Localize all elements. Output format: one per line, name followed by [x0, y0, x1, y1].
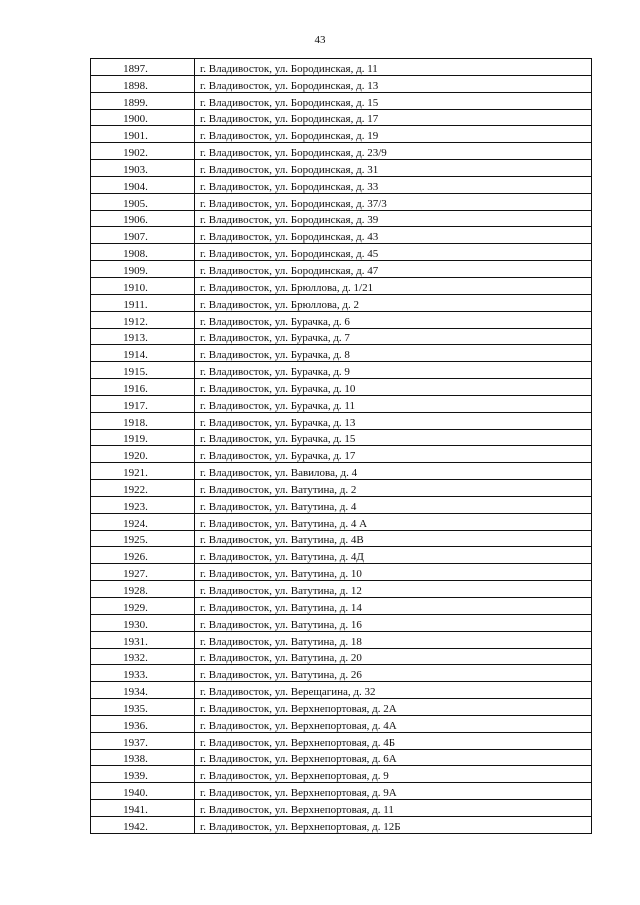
- row-number: 1923.: [91, 496, 195, 513]
- row-address: г. Владивосток, ул. Верещагина, д. 32: [195, 682, 592, 699]
- row-address: г. Владивосток, ул. Бурачка, д. 11: [195, 395, 592, 412]
- row-address: г. Владивосток, ул. Верхнепортовая, д. 9: [195, 766, 592, 783]
- row-number: 1930.: [91, 614, 195, 631]
- table-row: [91, 429, 592, 446]
- table-row: [91, 463, 592, 480]
- table-row: [91, 244, 592, 261]
- table-row: [91, 345, 592, 362]
- row-number: 1933.: [91, 665, 195, 682]
- table-row: [91, 648, 592, 665]
- row-number: 1931.: [91, 631, 195, 648]
- table-row: [91, 75, 592, 92]
- row-number: 1919.: [91, 429, 195, 446]
- row-address: г. Владивосток, ул. Бородинская, д. 33: [195, 176, 592, 193]
- row-address: г. Владивосток, ул. Ватутина, д. 4В: [195, 530, 592, 547]
- row-address: г. Владивосток, ул. Ватутина, д. 20: [195, 648, 592, 665]
- row-address: г. Владивосток, ул. Ватутина, д. 2: [195, 480, 592, 497]
- row-number: 1939.: [91, 766, 195, 783]
- table-row: [91, 446, 592, 463]
- table-row: [91, 109, 592, 126]
- row-number: 1925.: [91, 530, 195, 547]
- row-number: 1913.: [91, 328, 195, 345]
- row-address: г. Владивосток, ул. Брюллова, д. 2: [195, 294, 592, 311]
- row-address: г. Владивосток, ул. Бородинская, д. 43: [195, 227, 592, 244]
- table-row: [91, 682, 592, 699]
- table-row: [91, 665, 592, 682]
- row-address: г. Владивосток, ул. Верхнепортовая, д. 9А: [195, 783, 592, 800]
- row-address: г. Владивосток, ул. Бурачка, д. 17: [195, 446, 592, 463]
- table-row: [91, 496, 592, 513]
- table-row: [91, 362, 592, 379]
- row-address: г. Владивосток, ул. Бородинская, д. 19: [195, 126, 592, 143]
- row-number: 1941.: [91, 800, 195, 817]
- row-number: 1898.: [91, 75, 195, 92]
- table-row: [91, 732, 592, 749]
- row-address: г. Владивосток, ул. Ватутина, д. 26: [195, 665, 592, 682]
- table-row: [91, 800, 592, 817]
- row-number: 1900.: [91, 109, 195, 126]
- address-table: [90, 58, 592, 834]
- table-row: [91, 143, 592, 160]
- row-number: 1906.: [91, 210, 195, 227]
- row-number: 1912.: [91, 311, 195, 328]
- row-address: г. Владивосток, ул. Ватутина, д. 4 А: [195, 513, 592, 530]
- table-row: [91, 176, 592, 193]
- row-number: 1934.: [91, 682, 195, 699]
- table-row: [91, 614, 592, 631]
- row-number: 1899.: [91, 92, 195, 109]
- table-row: [91, 92, 592, 109]
- page-number: 43: [314, 34, 326, 46]
- table-row: [91, 328, 592, 345]
- table-row: [91, 160, 592, 177]
- row-address: г. Владивосток, ул. Верхнепортовая, д. 2А: [195, 699, 592, 716]
- row-address: г. Владивосток, ул. Ватутина, д. 4: [195, 496, 592, 513]
- table-row: [91, 395, 592, 412]
- row-address: г. Владивосток, ул. Ватутина, д. 16: [195, 614, 592, 631]
- row-number: 1905.: [91, 193, 195, 210]
- row-number: 1927.: [91, 564, 195, 581]
- table-row: [91, 379, 592, 396]
- row-address: г. Владивосток, ул. Верхнепортовая, д. 6А: [195, 749, 592, 766]
- row-address: г. Владивосток, ул. Брюллова, д. 1/21: [195, 277, 592, 294]
- table-row: [91, 766, 592, 783]
- table-row: [91, 581, 592, 598]
- row-address: г. Владивосток, ул. Вавилова, д. 4: [195, 463, 592, 480]
- row-number: 1908.: [91, 244, 195, 261]
- table-row: [91, 564, 592, 581]
- row-address: г. Владивосток, ул. Верхнепортовая, д. 11: [195, 800, 592, 817]
- table-row: [91, 513, 592, 530]
- row-address: г. Владивосток, ул. Ватутина, д. 10: [195, 564, 592, 581]
- row-address: г. Владивосток, ул. Бурачка, д. 8: [195, 345, 592, 362]
- table-row: [91, 480, 592, 497]
- table-row: [91, 311, 592, 328]
- row-address: г. Владивосток, ул. Ватутина, д. 14: [195, 598, 592, 615]
- table-row: [91, 783, 592, 800]
- row-number: 1904.: [91, 176, 195, 193]
- row-address: г. Владивосток, ул. Бурачка, д. 9: [195, 362, 592, 379]
- row-address: г. Владивосток, ул. Ватутина, д. 4Д: [195, 547, 592, 564]
- table-row: [91, 59, 592, 76]
- table-row: [91, 749, 592, 766]
- table-row: [91, 294, 592, 311]
- table-row: [91, 193, 592, 210]
- table-row: [91, 699, 592, 716]
- table-row: [91, 210, 592, 227]
- row-number: 1902.: [91, 143, 195, 160]
- row-number: 1897.: [91, 59, 195, 76]
- row-number: 1909.: [91, 261, 195, 278]
- table-row: [91, 126, 592, 143]
- row-number: 1928.: [91, 581, 195, 598]
- row-number: 1940.: [91, 783, 195, 800]
- row-address: г. Владивосток, ул. Бородинская, д. 23/9: [195, 143, 592, 160]
- table-row: [91, 261, 592, 278]
- row-number: 1920.: [91, 446, 195, 463]
- table-row: [91, 715, 592, 732]
- row-number: 1921.: [91, 463, 195, 480]
- row-address: г. Владивосток, ул. Бурачка, д. 15: [195, 429, 592, 446]
- row-number: 1938.: [91, 749, 195, 766]
- row-address: г. Владивосток, ул. Бурачка, д. 7: [195, 328, 592, 345]
- table-row: [91, 816, 592, 833]
- row-address: г. Владивосток, ул. Ватутина, д. 12: [195, 581, 592, 598]
- row-address: г. Владивосток, ул. Верхнепортовая, д. 4Б: [195, 732, 592, 749]
- row-address: г. Владивосток, ул. Бородинская, д. 45: [195, 244, 592, 261]
- row-address: г. Владивосток, ул. Бородинская, д. 13: [195, 75, 592, 92]
- row-address: г. Владивосток, ул. Ватутина, д. 18: [195, 631, 592, 648]
- row-number: 1914.: [91, 345, 195, 362]
- table-row: [91, 631, 592, 648]
- row-number: 1924.: [91, 513, 195, 530]
- row-address: г. Владивосток, ул. Бородинская, д. 17: [195, 109, 592, 126]
- row-address: г. Владивосток, ул. Бородинская, д. 47: [195, 261, 592, 278]
- row-number: 1915.: [91, 362, 195, 379]
- row-address: г. Владивосток, ул. Бурачка, д. 10: [195, 379, 592, 396]
- row-number: 1907.: [91, 227, 195, 244]
- row-address: г. Владивосток, ул. Бурачка, д. 13: [195, 412, 592, 429]
- row-number: 1932.: [91, 648, 195, 665]
- row-number: 1916.: [91, 379, 195, 396]
- table-row: [91, 598, 592, 615]
- table-row: [91, 547, 592, 564]
- table-row: [91, 530, 592, 547]
- row-number: 1936.: [91, 715, 195, 732]
- row-address: г. Владивосток, ул. Бородинская, д. 31: [195, 160, 592, 177]
- row-address: г. Владивосток, ул. Бородинская, д. 11: [195, 59, 592, 76]
- row-address: г. Владивосток, ул. Верхнепортовая, д. 4А: [195, 715, 592, 732]
- table-row: [91, 412, 592, 429]
- row-number: 1918.: [91, 412, 195, 429]
- row-number: 1903.: [91, 160, 195, 177]
- row-number: 1937.: [91, 732, 195, 749]
- row-address: г. Владивосток, ул. Бурачка, д. 6: [195, 311, 592, 328]
- row-number: 1901.: [91, 126, 195, 143]
- row-address: г. Владивосток, ул. Бородинская, д. 39: [195, 210, 592, 227]
- row-address: г. Владивосток, ул. Бородинская, д. 37/3: [195, 193, 592, 210]
- row-number: 1942.: [91, 816, 195, 833]
- row-number: 1911.: [91, 294, 195, 311]
- row-number: 1910.: [91, 277, 195, 294]
- table-row: [91, 227, 592, 244]
- row-number: 1935.: [91, 699, 195, 716]
- row-number: 1929.: [91, 598, 195, 615]
- row-address: г. Владивосток, ул. Бородинская, д. 15: [195, 92, 592, 109]
- row-number: 1926.: [91, 547, 195, 564]
- row-number: 1917.: [91, 395, 195, 412]
- table-row: [91, 277, 592, 294]
- row-address: г. Владивосток, ул. Верхнепортовая, д. 12Б: [195, 816, 592, 833]
- address-table-body: [91, 59, 592, 834]
- row-number: 1922.: [91, 480, 195, 497]
